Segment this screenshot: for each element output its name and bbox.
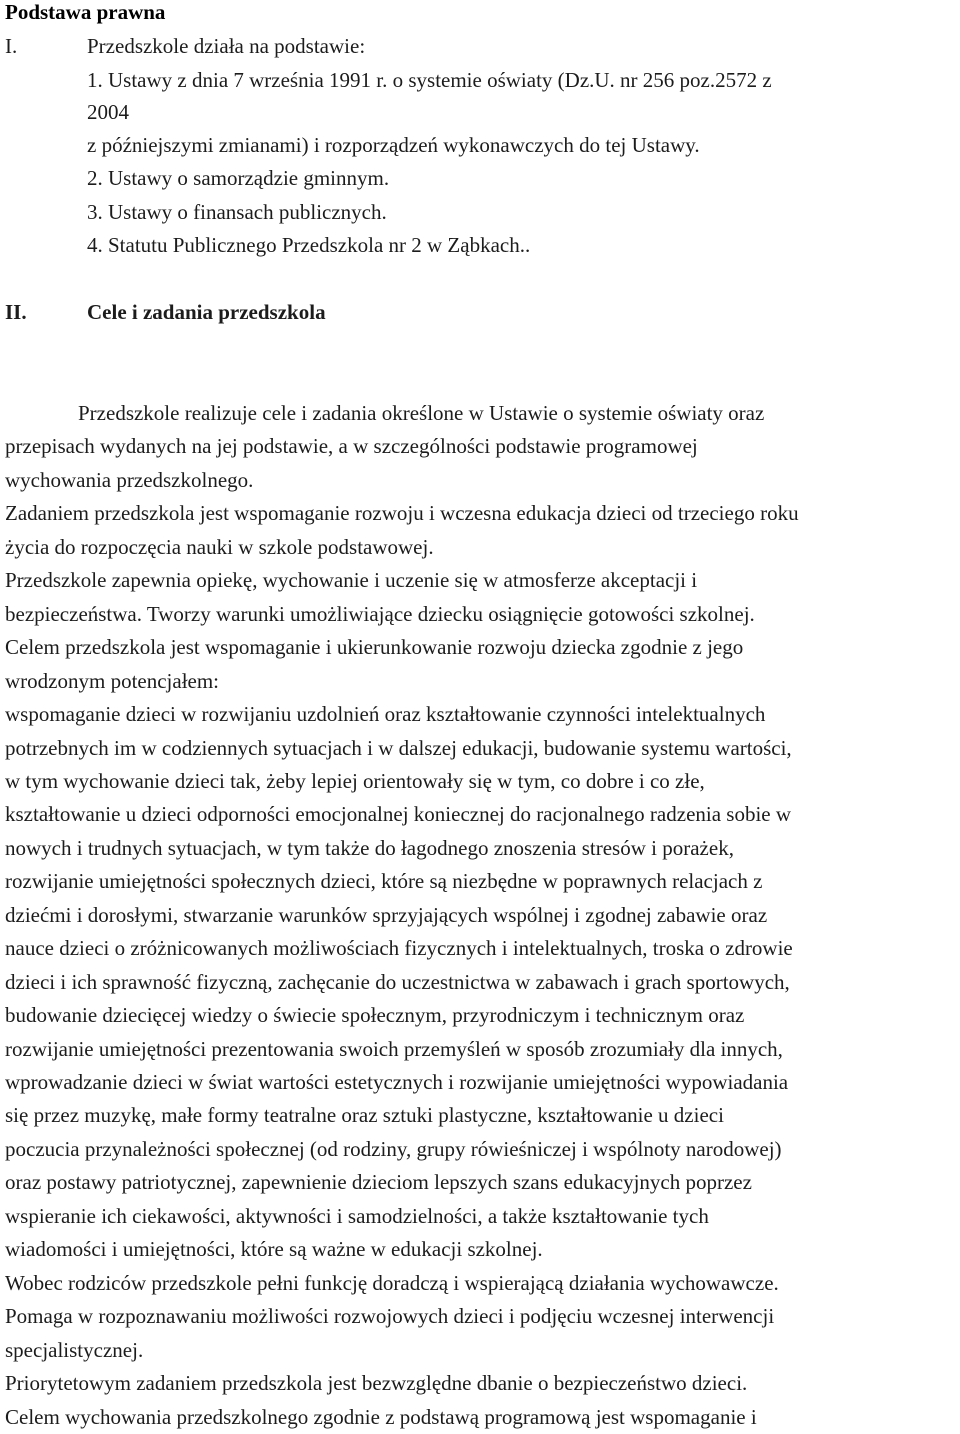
- section-title-2: Cele i zadania przedszkola: [87, 300, 326, 324]
- body-line: Przedszkole zapewnia opiekę, wychowanie i uczenie się w atmosferze akceptacji i: [5, 568, 698, 592]
- legal-item: 2. Ustawy o samorządzie gminnym.: [87, 166, 390, 190]
- body-line: wspieranie ich ciekawości, aktywności i samodzielności, a także kształtowanie tych: [5, 1204, 709, 1228]
- body-line: wiadomości i umiejętności, które są ważne w edukacji szkolnej.: [5, 1237, 543, 1261]
- body-line: dziećmi i dorosłymi, stwarzanie warunków sprzyjających wspólnej i zgodnej zabawie oraz: [5, 903, 768, 927]
- body-line: Celem wychowania przedszkolnego zgodnie z podstawą programową jest wspomaganie i: [5, 1405, 757, 1429]
- body-line: się przez muzykę, małe formy teatralne oraz sztuki plastyczne, kształtowanie u dzieci: [5, 1103, 724, 1127]
- legal-item: 1. Ustawy z dnia 7 września 1991 r. o systemie oświaty (Dz.U. nr 256 poz.2572 z: [87, 68, 772, 92]
- body-line: bezpieczeństwa. Tworzy warunki umożliwiające dziecku osiągnięcie gotowości szkolnej.: [5, 602, 755, 626]
- body-line: w tym wychowanie dzieci tak, żeby lepiej orientowały się w tym, co dobre i co złe,: [5, 769, 705, 793]
- body-line: wrodzonym potencjałem:: [5, 669, 220, 693]
- section-number-2: II.: [5, 300, 27, 324]
- body-line: nowych i trudnych sytuacjach, w tym także do łagodnego znoszenia stresów i porażek,: [5, 836, 734, 860]
- legal-item-continuation: z późniejszymi zmianami) i rozporządzeń wykonawczych do tej Ustawy.: [87, 133, 700, 157]
- body-line: Wobec rodziców przedszkole pełni funkcję doradczą i wspierającą działania wychowawcze.: [5, 1271, 779, 1295]
- body-line: potrzebnych im w codziennych sytuacjach i w dalszej edukacji, budowanie systemu wartości,: [5, 736, 792, 760]
- body-line: rozwijanie umiejętności prezentowania swoich przemyśleń w sposób zrozumiały dla innych,: [5, 1037, 783, 1061]
- legal-item-continuation: 2004: [87, 100, 129, 124]
- body-line: życia do rozpoczęcia nauki w szkole podstawowej.: [5, 535, 434, 559]
- body-line: Przedszkole realizuje cele i zadania określone w Ustawie o systemie oświaty oraz: [78, 401, 765, 425]
- body-line: kształtowanie u dzieci odporności emocjonalnej koniecznej do racjonalnego radzenia sobie w: [5, 802, 792, 826]
- body-line: specjalistycznej.: [5, 1338, 144, 1362]
- body-line: Pomaga w rozpoznawaniu możliwości rozwojowych dzieci i podjęciu wczesnej interwencji: [5, 1304, 775, 1328]
- body-line: Celem przedszkola jest wspomaganie i ukierunkowanie rozwoju dziecka zgodnie z jego: [5, 635, 744, 659]
- legal-item: 4. Statutu Publicznego Przedszkola nr 2 w Ząbkach..: [87, 233, 531, 257]
- body-line: Zadaniem przedszkola jest wspomaganie rozwoju i wczesna edukacja dzieci od trzeciego roku: [5, 501, 799, 525]
- body-line: wprowadzanie dzieci w świat wartości estetycznych i rozwijanie umiejętności wypowiadania: [5, 1070, 789, 1094]
- body-line: dzieci i ich sprawność fizyczną, zachęcanie do uczestnictwa w zabawach i grach sportowych,: [5, 970, 790, 994]
- section-title-1: Przedszkole działa na podstawie:: [87, 34, 366, 58]
- body-line: rozwijanie umiejętności społecznych dzieci, które są niezbędne w poprawnych relacjach z: [5, 869, 763, 893]
- body-line: oraz postawy patriotycznej, zapewnienie dzieciom lepszych szans edukacyjnych poprzez: [5, 1170, 752, 1194]
- body-line: poczucia przynależności społecznej (od rodziny, grupy rówieśniczej i wspólnoty narodowej): [5, 1137, 782, 1161]
- body-line: budowanie dziecięcej wiedzy o świecie społecznym, przyrodniczym i technicznym oraz: [5, 1003, 745, 1027]
- document-heading: Podstawa prawna: [5, 0, 166, 24]
- body-line: Priorytetowym zadaniem przedszkola jest bezwzględne dbanie o bezpieczeństwo dzieci.: [5, 1371, 748, 1395]
- body-line: nauce dzieci o zróżnicowanych możliwościach fizycznych i intelektualnych, troska o zdrowie: [5, 936, 793, 960]
- body-line: wychowania przedszkolnego.: [5, 468, 254, 492]
- body-line: wspomaganie dzieci w rozwijaniu uzdolnień oraz kształtowanie czynności intelektualnych: [5, 702, 766, 726]
- legal-item: 3. Ustawy o finansach publicznych.: [87, 200, 387, 224]
- section-number-1: I.: [5, 34, 18, 58]
- body-line: przepisach wydanych na jej podstawie, a w szczególności podstawie programowej: [5, 434, 698, 458]
